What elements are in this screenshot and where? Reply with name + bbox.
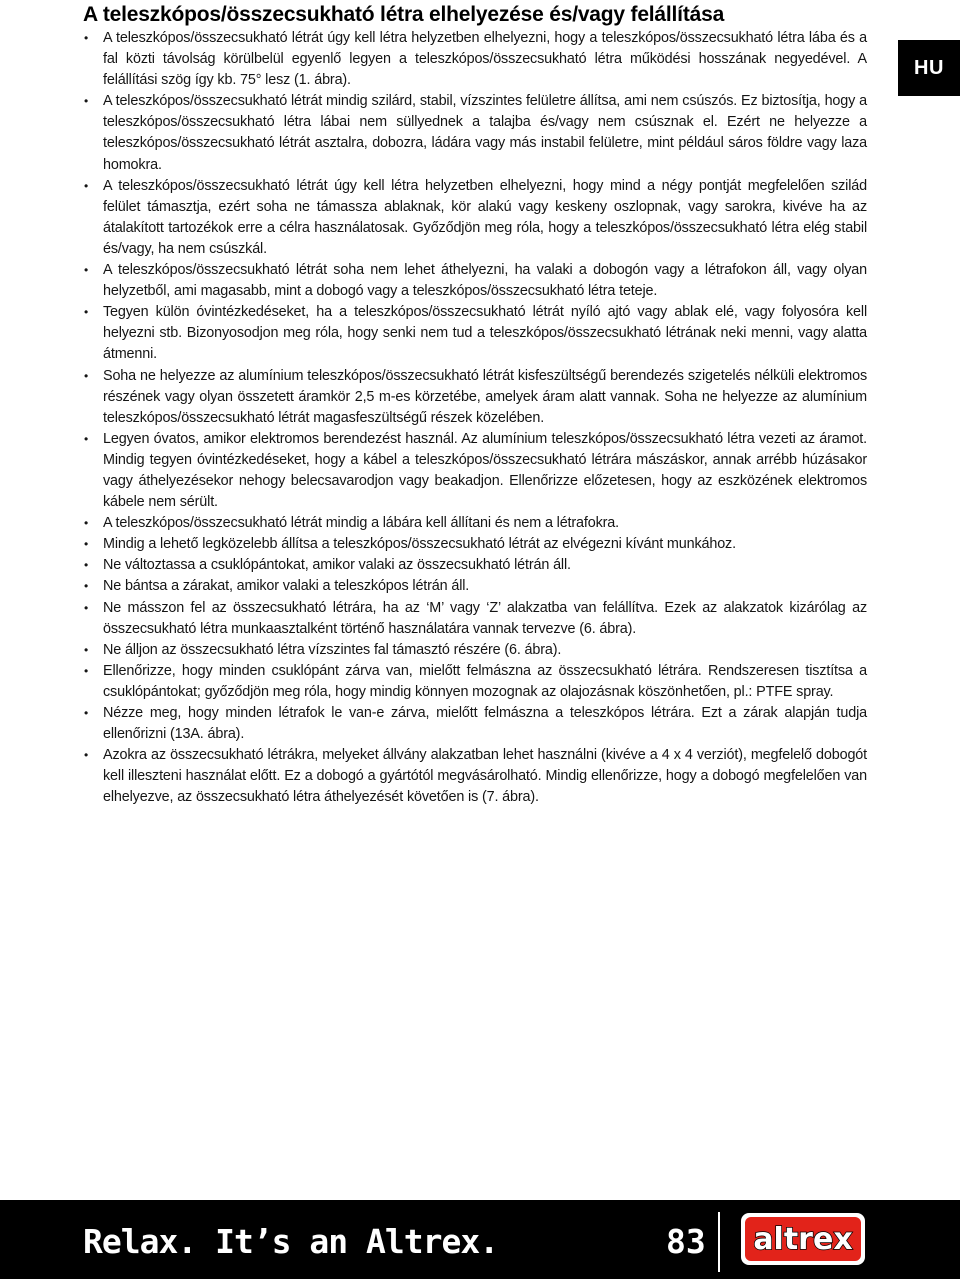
safety-instruction-list bbox=[83, 28, 867, 808]
list-item: • Ellenőrizze, hogy minden csuklópánt zárva van, mielőtt felmászna az összecsukható létrára. Rendszeresen tisztítsa a csuklópántokat; győződjön meg róla, hogy mindig könnyen mozognak az olajozásnak köszönhetően, pl.: PTFE spray. bbox=[83, 661, 867, 703]
list-item: • Nézze meg, hogy minden létrafok le van-e zárva, mielőtt felmászna a teleszkópos létrára. Ezt a zárak alapján tudja ellenőrizni (13A. ábra). bbox=[83, 703, 867, 745]
list-item: • A teleszkópos/összecsukható létrát úgy kell létra helyzetben elhelyezni, hogy mind a négy pontját megfelelően szilád felület támasztja, ezért soha ne támassza ablaknak, kör alakú vagy keskeny oszlopnak, vagy sarokra, kivéve ha az átalakított tartozékok erre a célra használatosak. Győződjön meg róla, hogy a teleszkópos/összecsukható létra elég stabil és/vagy, ha nem csúszkál. bbox=[83, 176, 867, 260]
page-footer bbox=[0, 1200, 960, 1279]
svg-text:altrex: altrex bbox=[753, 1222, 853, 1257]
list-item: • Ne álljon az összecsukható létra vízszintes fal támasztó részére (6. ábra). bbox=[83, 640, 867, 661]
list-item: • Ne változtassa a csuklópántokat, amikor valaki az összecsukható létrán áll. bbox=[83, 555, 867, 576]
main-content bbox=[83, 0, 867, 808]
list-item: • Legyen óvatos, amikor elektromos berendezést használ. Az alumínium teleszkópos/összecsukható létra vezeti az áramot. Mindig tegyen óvintézkedéseket, hogy a kábel a teleszkópos/összecsukható létrára mászáskor, annak arrébb húzásakor vagy áthelyezésekor nehogy belecsavarodjon vagy beakadjon. Ellenőrizze előzetesen, hogy az eszközének elektromos kábele nem sérült. bbox=[83, 429, 867, 513]
page-number: 83 bbox=[666, 1222, 706, 1261]
language-tab: HU bbox=[898, 40, 960, 96]
footer-divider bbox=[718, 1212, 720, 1272]
altrex-logo bbox=[738, 1210, 868, 1268]
list-item: • A teleszkópos/összecsukható létrát mindig a lábára kell állítani és nem a létrafokra. bbox=[83, 513, 867, 534]
section-title: A teleszkópos/összecsukható létra elhelyezése és/vagy felállítása bbox=[83, 3, 725, 26]
list-item: • A teleszkópos/összecsukható létrát soha nem lehet áthelyezni, ha valaki a dobogón vagy a létrafokon áll, vagy olyan helyzetből, ami magasabb, mint a dobogó vagy a teleszkópos/összecsukható létra teteje. bbox=[83, 260, 867, 302]
list-item: • Ne bántsa a zárakat, amikor valaki a teleszkópos létrán áll. bbox=[83, 576, 867, 597]
list-item: • Azokra az összecsukható létrákra, melyeket állvány alakzatban lehet használni (kivéve a 4 x 4 verziót), megfelelő dobogót kell illeszteni használat előtt. Ez a dobogó a gyártótól megvásárolható. Mindig ellenőrizze, hogy a dobogó megfelelően van elhelyezve, az összecsukható létra áthelyezését követően is (7. ábra). bbox=[83, 745, 867, 808]
footer-slogan: Relax. It’s an Altrex. bbox=[83, 1222, 499, 1261]
list-item: • Tegyen külön óvintézkedéseket, ha a teleszkópos/összecsukható létrát nyíló ajtó vagy ablak elé, vagy folyosóra kell helyezni stb. Bizonyosodjon meg róla, hogy senki nem tud a teleszkópos/összecsukható létrának neki menni, vagy alatta átmenni. bbox=[83, 302, 867, 365]
list-item: • Mindig a lehető legközelebb állítsa a teleszkópos/összecsukható létrát az elvégezni kívánt munkához. bbox=[83, 534, 867, 555]
list-item: • A teleszkópos/összecsukható létrát mindig szilárd, stabil, vízszintes felületre állítsa, ami nem csúszós. Ez biztosítja, hogy a teleszkópos/összecsukható létra lábai nem süllyednek a talajba és/vagy nem csúsznak el. Ezért ne helyezze a teleszkópos/összecsukható létrát asztalra, dobozra, ládára vagy más instabil felületre, mint például sáros földre vagy laza homokra. bbox=[83, 91, 867, 175]
list-item: • A teleszkópos/összecsukható létrát úgy kell létra helyzetben elhelyezni, hogy a teleszkópos/összecsukható létra lába és a fal közti távolság körülbelül egyenlő legyen a teleszkópos/összecsukható létra működési hosszának negyedével. A felállítási szög így kb. 75° lesz (1. ábra). bbox=[83, 28, 867, 91]
list-item: • Soha ne helyezze az alumínium teleszkópos/összecsukható létrát kisfeszültségű berendezés szigetelés nélküli elektromos részének vagy olyan összetett áramkör 2,5 m-es körzetébe, amelyek áram alatt vannak. Soha ne helyezze az alumínium teleszkópos/összecsukható létrát magasfeszültségű részek közelében. bbox=[83, 366, 867, 429]
list-item: • Ne másszon fel az összecsukható létrára, ha az ‘M’ vagy ‘Z’ alakzatba van felállítva. Ezek az alakzatok kizárólag az összecsukható létra munkaasztalként történő használatára vannak tervezve (6. ábra). bbox=[83, 598, 867, 640]
